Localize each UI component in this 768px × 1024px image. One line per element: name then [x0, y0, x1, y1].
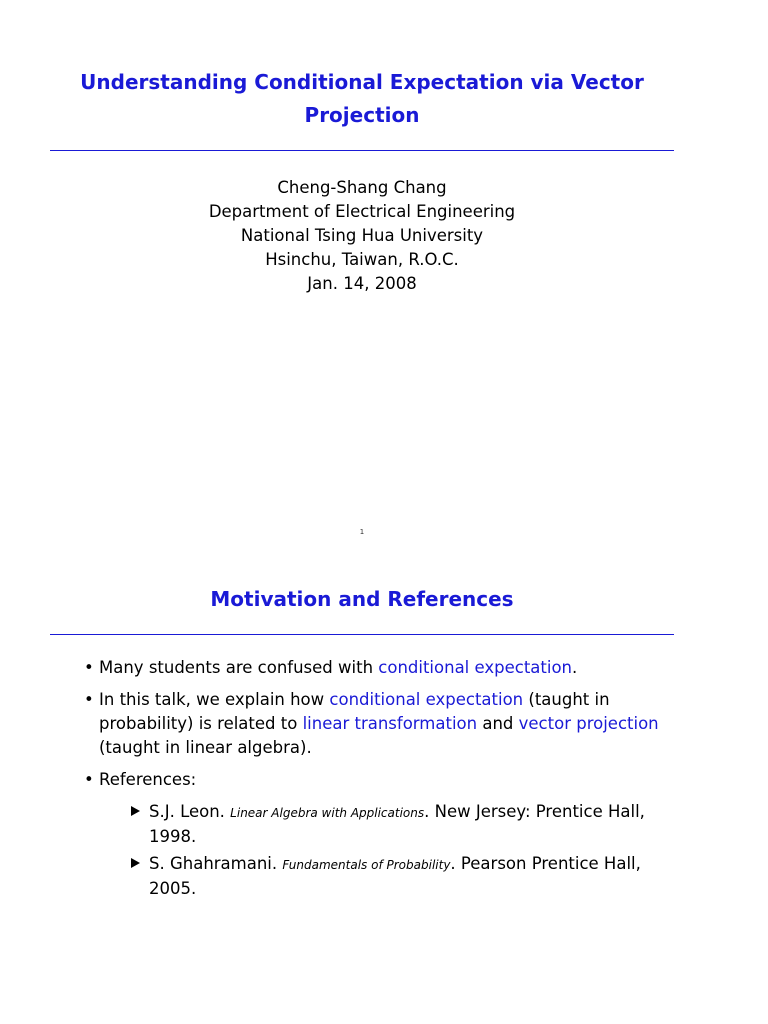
bullet-text: (taught in linear algebra).: [99, 738, 312, 757]
title-divider: [50, 150, 674, 151]
highlight-term: linear transformation: [302, 714, 478, 733]
page-number: 1: [359, 528, 365, 536]
bullet-item: [84, 656, 684, 680]
reference-rest: . New Jersey: Prentice Hall, 1998.: [149, 802, 645, 846]
reference-book-title: Linear Algebra with Applications: [230, 806, 425, 820]
triangle-right-icon: [131, 858, 140, 868]
reference-author: S. Ghahramani.: [149, 854, 283, 873]
highlight-term: conditional expectation: [378, 658, 573, 677]
bullet-text: .: [572, 658, 578, 677]
bullet-dot-icon: •: [84, 658, 94, 677]
bullet-dot-icon: •: [84, 770, 94, 789]
reference-book-title: Fundamentals of Probability: [282, 858, 451, 872]
bullet-text: References:: [99, 770, 197, 789]
department: Department of Electrical Engineering: [208, 202, 516, 221]
reference-item: [84, 800, 684, 849]
triangle-right-icon: [131, 806, 140, 816]
slide-title-line2: Projection: [304, 103, 420, 127]
reference-item: [84, 852, 684, 901]
author-block: [50, 176, 674, 296]
bullet-text: and: [477, 714, 519, 733]
title-divider: [50, 634, 674, 635]
bullet-text: In this talk, we explain how: [99, 690, 330, 709]
highlight-term: vector projection: [518, 714, 659, 733]
slide-title-line1: Understanding Conditional Expectation via Vector: [80, 70, 644, 94]
bullet-item: [84, 688, 684, 760]
reference-author: S.J. Leon.: [149, 802, 231, 821]
motivation-slide: [0, 548, 768, 1024]
date: Jan. 14, 2008: [307, 274, 417, 293]
bullet-text: (taught in probability) is related to: [99, 690, 610, 733]
slide-title: Motivation and References: [210, 587, 514, 611]
slide-title: [50, 66, 674, 132]
author-name: Cheng-Shang Chang: [277, 178, 447, 197]
highlight-term: conditional expectation: [329, 690, 524, 709]
bullet-item: [84, 768, 684, 792]
location: Hsinchu, Taiwan, R.O.C.: [265, 250, 459, 269]
slide-content: [84, 656, 684, 904]
bullet-text: Many students are confused with: [99, 658, 379, 677]
reference-rest: . Pearson Prentice Hall, 2005.: [149, 854, 641, 898]
university: National Tsing Hua University: [240, 226, 484, 245]
bullet-dot-icon: •: [84, 690, 94, 709]
